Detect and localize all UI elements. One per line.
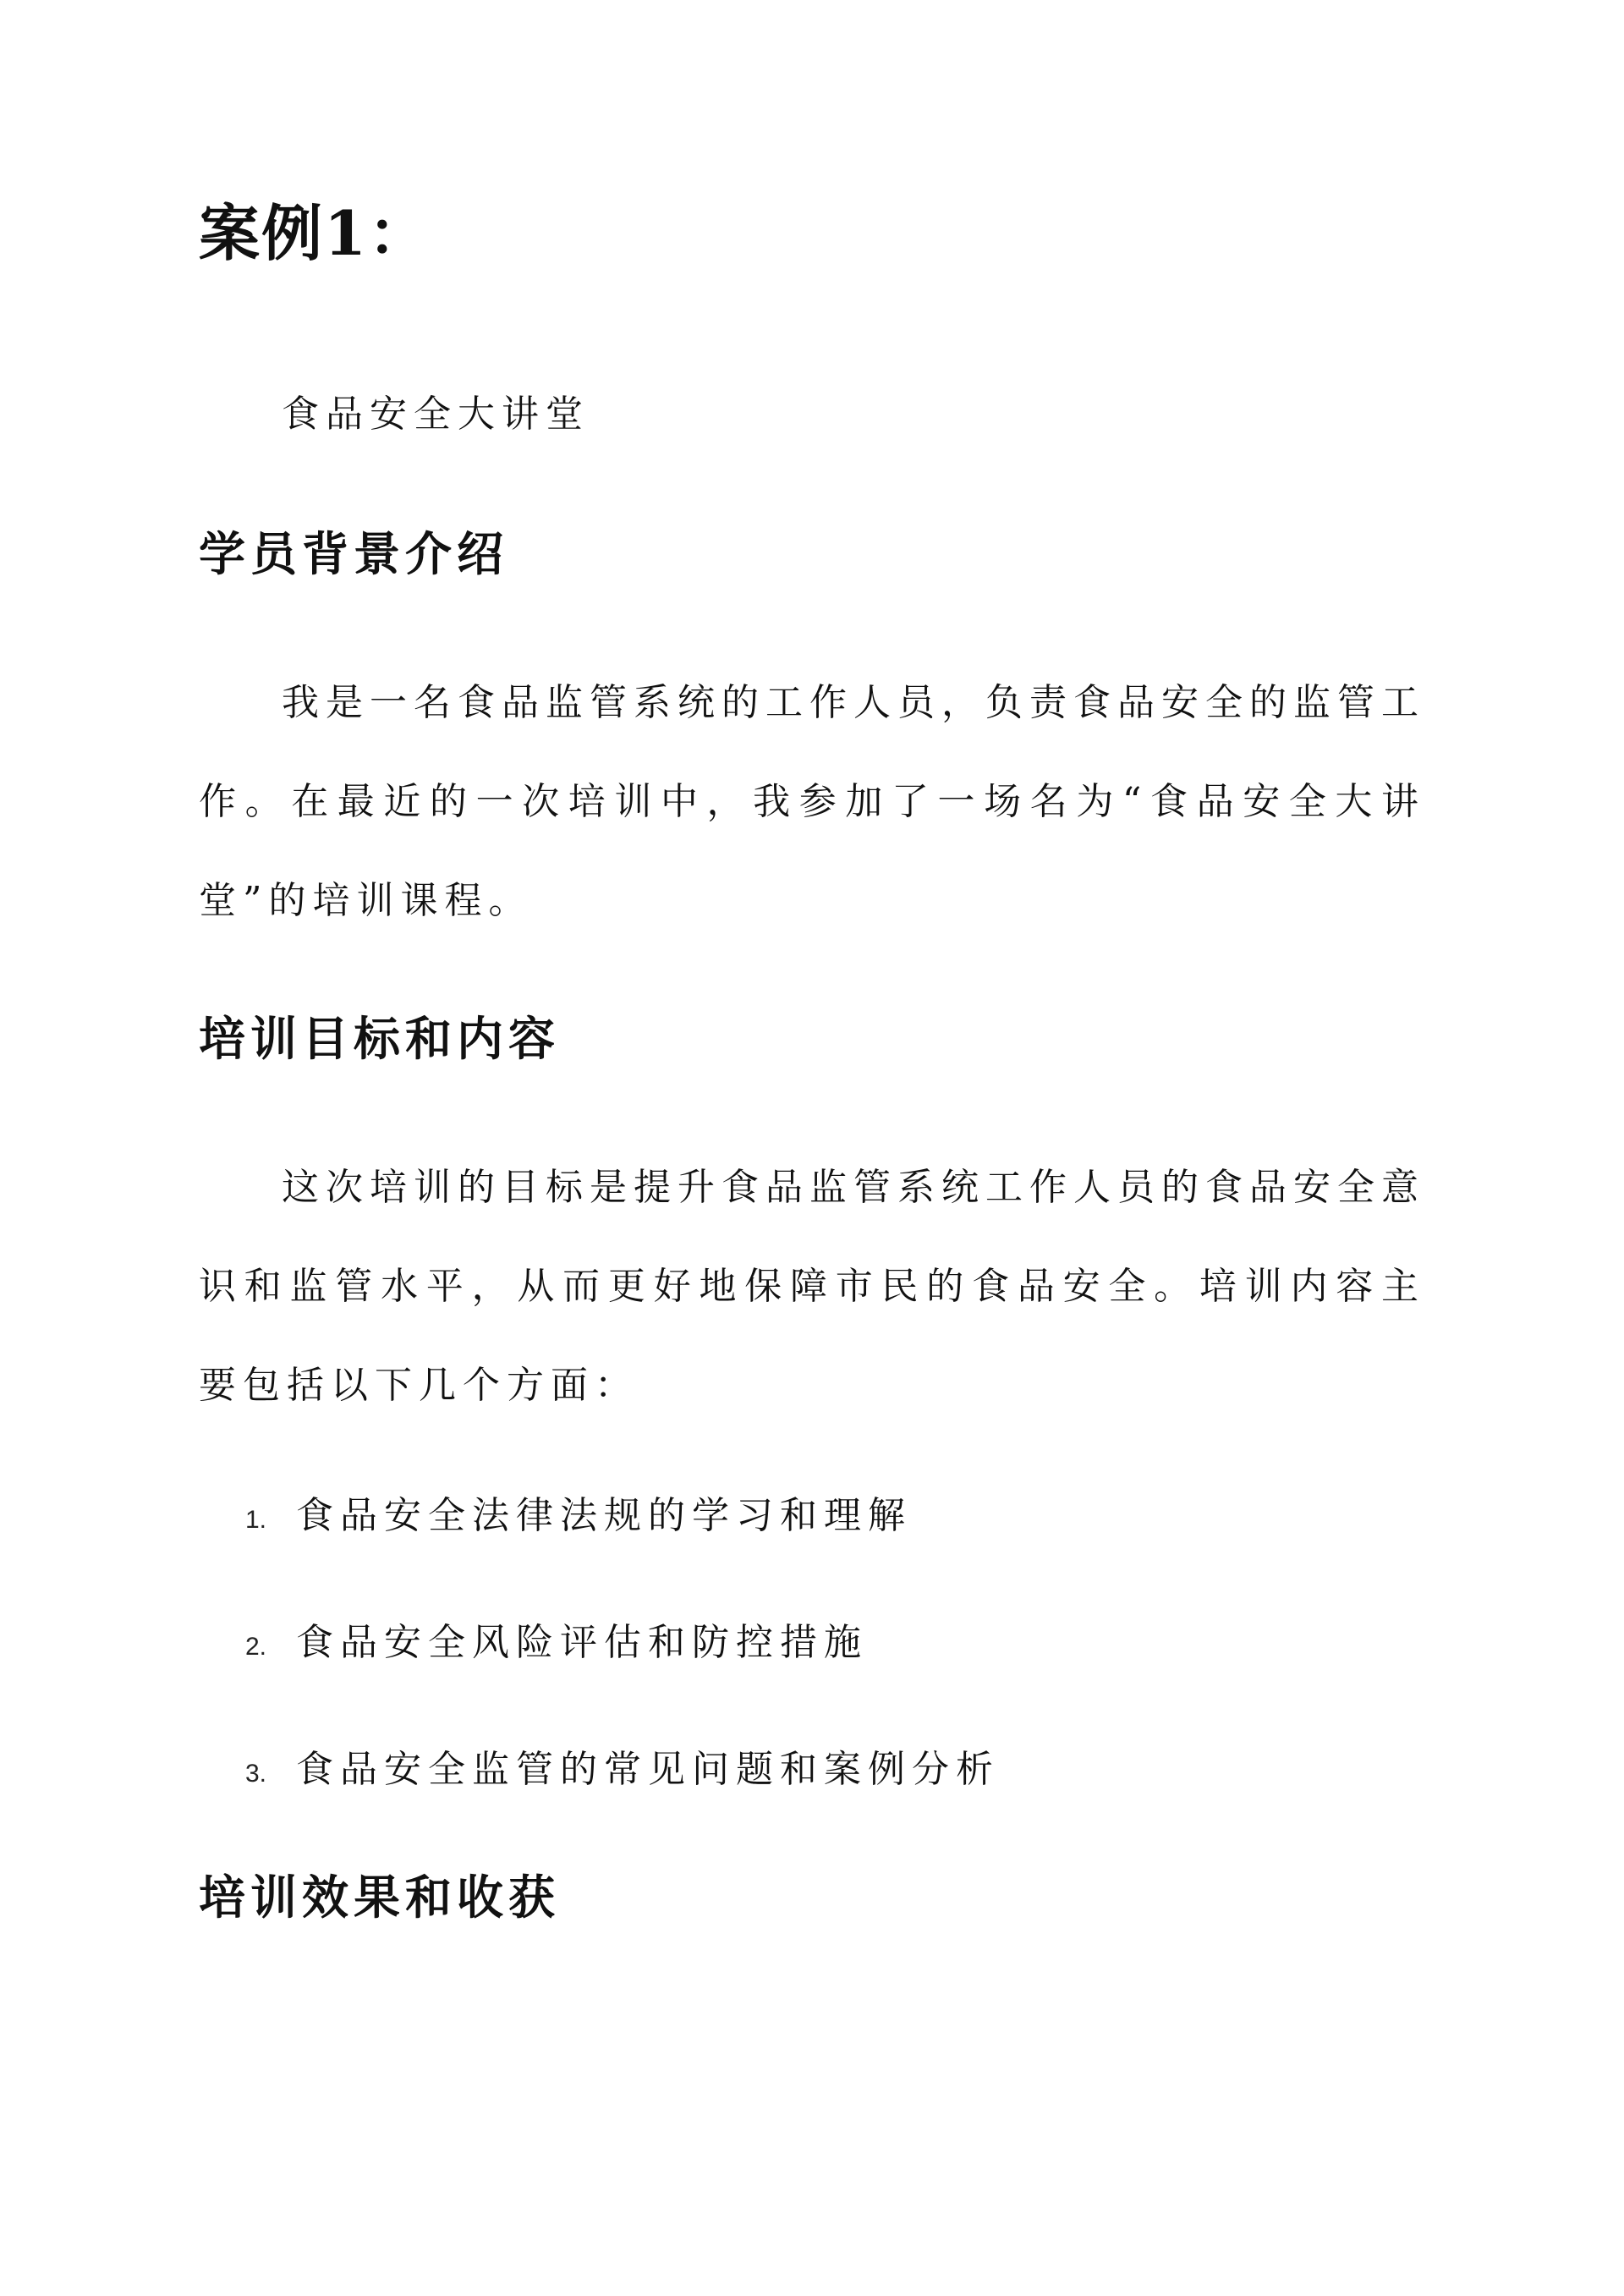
list-item-text: 食品安全监管的常见问题和案例分析 xyxy=(296,1748,1000,1791)
section-heading-goals: 培训目标和内容 xyxy=(199,1011,561,1066)
list-item-text: 食品安全风险评估和防控措施 xyxy=(296,1621,868,1664)
list-item-text: 食品安全法律法规的学习和理解 xyxy=(296,1494,912,1537)
list-item xyxy=(245,1738,1000,1865)
list-item-number: 1. xyxy=(245,1506,267,1534)
document-title: 案例1： xyxy=(199,197,431,269)
training-content-list xyxy=(245,1485,1000,1865)
section-heading-background: 学员背景介绍 xyxy=(199,526,509,581)
list-item xyxy=(245,1485,1000,1612)
section-paragraph-goals: 这次培训的目标是提升食品监管系统工作人员的食品安全意识和监管水平，从而更好地保障市民的食品安全。培训内容主要包括以下几个方面： xyxy=(199,1166,1425,1407)
section-paragraph-background: 我是一名食品监管系统的工作人员，负责食品安全的监管工作。在最近的一次培训中，我参加了一场名为“食品安全大讲堂”的培训课程。 xyxy=(199,681,1425,922)
section-heading-results: 培训效果和收获 xyxy=(199,1870,561,1925)
document-subtitle: 食品安全大讲堂 xyxy=(282,393,590,436)
list-item xyxy=(245,1612,1000,1738)
list-item-number: 3. xyxy=(245,1760,267,1788)
list-item-number: 2. xyxy=(245,1633,267,1661)
